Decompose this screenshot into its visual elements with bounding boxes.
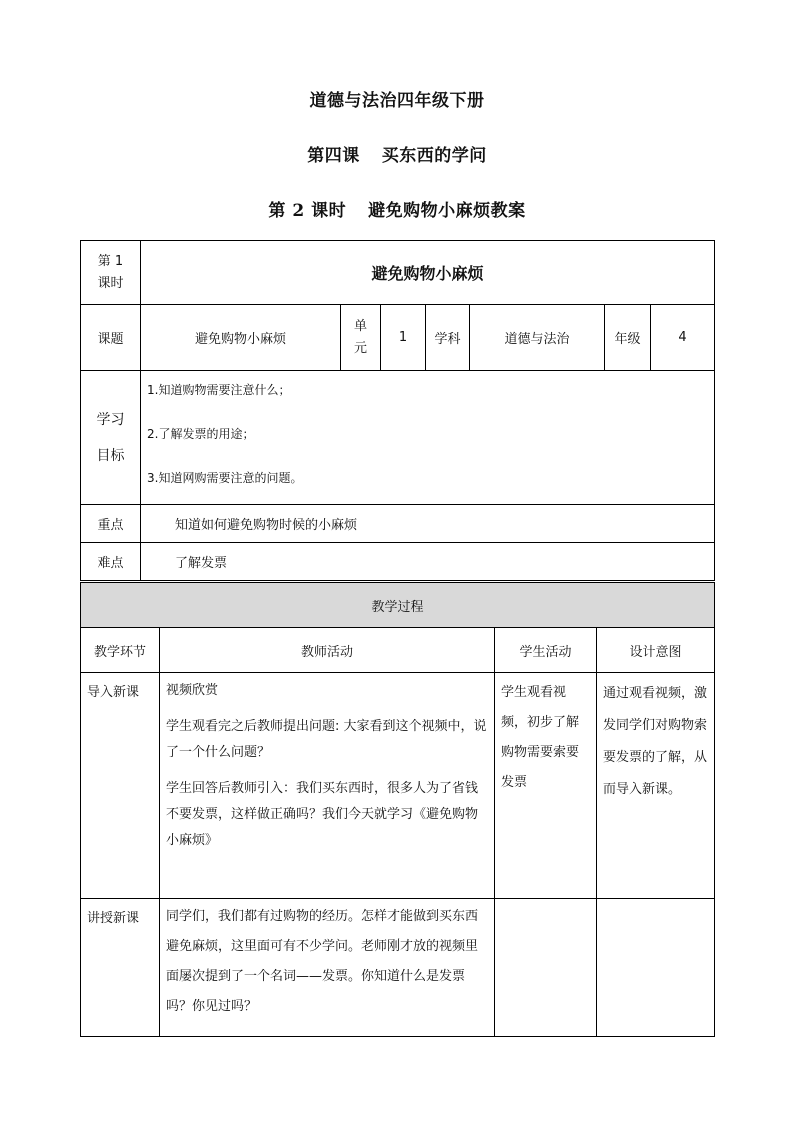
- unit-label: [341, 305, 381, 371]
- period-name: 避免购物小麻烦教案: [368, 201, 526, 221]
- lesson-heading: 避免购物小麻烦: [141, 241, 715, 305]
- teacher-activity-para: 同学们，我们都有过购物的经历。怎样才能做到买东西避免麻烦，这里面可有不少学问。老师刚才放的视频里面屡次提到了一个名词——发票。你知道什么是发票吗？你见过吗？: [166, 909, 479, 1014]
- grade-label: 年级: [605, 305, 651, 371]
- period-label-cell: [81, 241, 141, 305]
- goals-label-line1: 学习: [96, 411, 125, 428]
- topic-label: 课题: [81, 305, 141, 371]
- goals-label-line2: 目标: [96, 447, 125, 464]
- unit-label-line1: 单: [353, 318, 367, 334]
- subject-value: 道德与法治: [470, 305, 605, 371]
- unit-label-line2: 元: [353, 340, 367, 356]
- period-title: [0, 196, 794, 221]
- lesson-number: 第四课: [307, 146, 360, 166]
- difficulty-label: 难点: [81, 543, 141, 581]
- period-label-line2: 课时: [97, 275, 124, 291]
- student-activity-cell: [495, 673, 597, 899]
- topic-value: 避免购物小麻烦: [141, 305, 341, 371]
- process-columns-row: [81, 628, 715, 673]
- student-activity-cell: [495, 899, 597, 1037]
- difficulty-value: 了解发票: [141, 543, 715, 581]
- stage-cell: 导入新课: [81, 673, 160, 899]
- stage-cell: 讲授新课: [81, 899, 160, 1037]
- teacher-activity-para: 学生回答后教师引入：我们买东西时，很多人为了省钱不要发票，这样做正确吗？我们今天就学习《避免购物小麻烦》: [166, 781, 479, 848]
- goal-item: 2.了解发票的用途；: [147, 427, 255, 441]
- column-student: 学生活动: [495, 628, 597, 673]
- goal-item: 3.知道网购需要注意的问题。: [147, 471, 303, 485]
- teacher-activity-cell: [160, 899, 495, 1037]
- subject-label: 学科: [426, 305, 470, 371]
- topic-row: [81, 305, 715, 371]
- column-teacher: 教师活动: [160, 628, 495, 673]
- period-label-line1: 第 1: [97, 253, 124, 269]
- period-row: [81, 241, 715, 305]
- teacher-activity-para: 学生观看完之后教师提出问题: 大家看到这个视频中，说了一个什么问题？: [166, 719, 487, 760]
- column-stage: 教学环节: [81, 628, 160, 673]
- lesson-info-table: [80, 240, 715, 581]
- teacher-activity-cell: [160, 673, 495, 899]
- key-point-row: [81, 505, 715, 543]
- goals-row: [81, 371, 715, 505]
- grade-value: 4: [651, 305, 715, 371]
- goal-item: 1.知道购物需要注意什么；: [147, 383, 291, 397]
- design-intent-text: 通过观看视频，激发同学们对购物索要发票的了解，从而导入新课。: [603, 686, 708, 797]
- process-row-intro: [81, 673, 715, 899]
- unit-value: 1: [381, 305, 426, 371]
- process-heading-row: [81, 583, 715, 628]
- process-row-new-lesson: [81, 899, 715, 1037]
- key-point-value: 知道如何避免购物时候的小麻烦: [141, 505, 715, 543]
- lesson-title: [0, 141, 794, 166]
- lesson-name: 买东西的学问: [381, 146, 487, 166]
- design-intent-cell: [597, 673, 715, 899]
- design-intent-cell: [597, 899, 715, 1037]
- teaching-process-table: [80, 582, 715, 1037]
- teacher-activity-para: 视频欣赏: [166, 683, 219, 698]
- book-title: 道德与法治四年级下册: [309, 91, 485, 111]
- goals-list: [141, 371, 715, 505]
- key-point-label: 重点: [81, 505, 141, 543]
- difficulty-row: [81, 543, 715, 581]
- student-activity-text: 学生观看视频，初步了解购物需要索要发票: [501, 685, 580, 790]
- goals-label: [81, 371, 141, 505]
- period-number: 第 2 课时: [268, 201, 347, 221]
- process-heading: 教学过程: [81, 583, 715, 628]
- column-intent: 设计意图: [597, 628, 715, 673]
